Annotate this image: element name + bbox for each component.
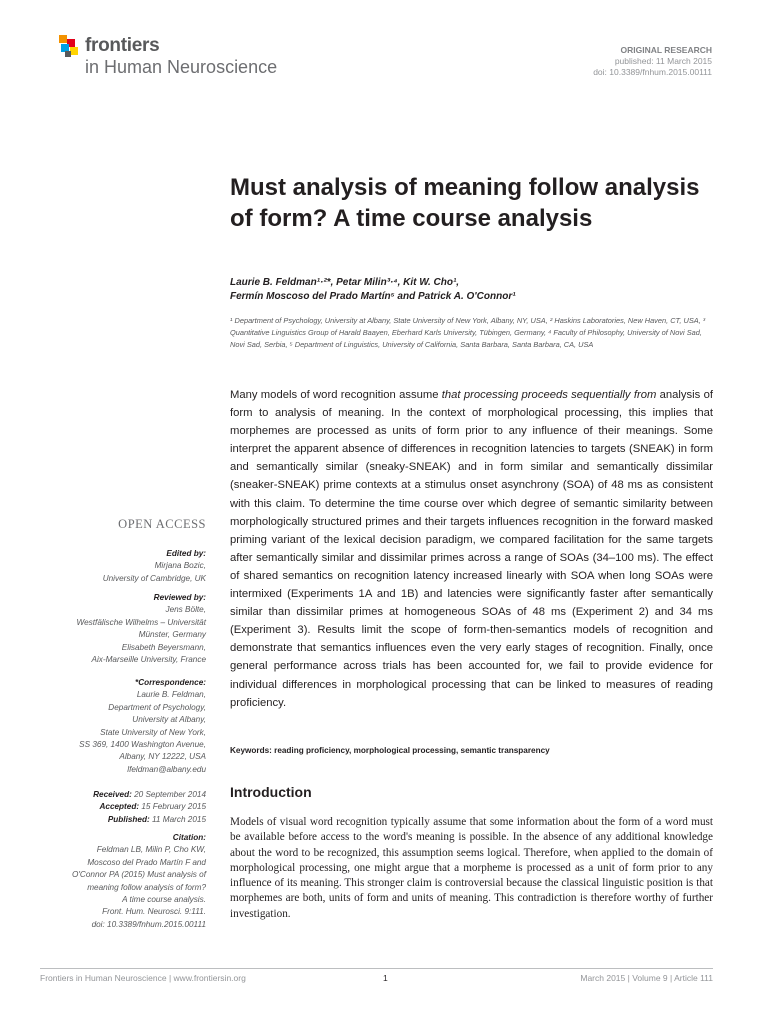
reviewer-line: Aix-Marseille University, France	[91, 655, 206, 665]
open-access-label: OPEN ACCESS	[118, 517, 206, 531]
correspondence-line: Department of Psychology,	[108, 702, 206, 712]
abstract-lead: Many models of word recognition assume	[230, 389, 442, 401]
correspondence-email[interactable]: lfeldman@albany.edu	[127, 764, 206, 774]
correspondence-line: Laurie B. Feldman,	[136, 690, 206, 700]
citation-block	[40, 832, 206, 931]
correspondence-line: University at Albany,	[132, 715, 206, 725]
journal-logo	[57, 33, 297, 83]
intro-paragraph: Models of visual word recognition typically assume that some information about the form of a word must be available before access to the word's meaning is possible. In the absence of any additional knowledge about the word to be recognized, this assumption seems logical. Therefore, when applied to the domain of morphological processing, one might argue that a morpheme is processed as a unit of form prior to any influence of its meaning. This stronger claim is controversial because the classical linguistic position is that morphemes are both, units of form and units of meaning. This contradiction is therefore worthy of further investigation.	[230, 816, 713, 920]
keywords-label: Keywords:	[230, 746, 272, 755]
article-title: Must analysis of meaning follow analysis of form? A time course analysis	[230, 174, 700, 232]
correspondence-block	[40, 677, 206, 776]
citation-line: O'Connor PA (2015) Must analysis of	[72, 870, 206, 880]
article-type: ORIGINAL RESEARCH	[620, 45, 712, 55]
brand-name: frontiers	[85, 35, 160, 56]
article-meta	[593, 45, 712, 78]
footer-divider	[40, 968, 713, 969]
citation-line: meaning follow analysis of form?	[87, 882, 206, 892]
citation-line: A time course analysis.	[122, 895, 206, 905]
authors-line: Laurie B. Feldman¹·²*, Petar Milin³·⁴, Kit W. Cho¹,	[230, 277, 460, 288]
editor-block	[40, 548, 206, 585]
correspondence-label: *Correspondence:	[135, 678, 206, 687]
journal-name: in Human Neuroscience	[85, 57, 278, 77]
section-heading: Introduction	[230, 784, 312, 800]
footer-journal-link[interactable]: Frontiers in Human Neuroscience | www.frontiersin.org	[40, 973, 246, 983]
abstract-body: analysis of form to analysis of meaning. In the context of morphological processing, this implies that morphemes are processed as units of form prior to any influence of their meanings. Some interpret the apparent absence of differences in recognition latencies to targets (SNEAK) in form and semantically similar (sneaky-SNEAK) and in form similar and semantically dissimilar (sneaker-SNEAK) prime contexts at a stimulus onset asynchrony (SOA) of 48 ms as consistent with this claim. To determine the time course over which degree of semantic similarity between morphologically structured primes and their targets influences recognition in the forward masked priming variant of the lexical decision paradigm, we compared facilitation for the same targets after semantically similar and dissimilar primes across a range of SOAs (34–100 ms). The effect of shared semantics on recognition latency increased linearly with SOA when long SOAs were intermixed (Experiments 1A and 1B) and latencies were significantly faster after semantically similar than dissimilar primes at homogeneous SOAs of 48 ms (Experiment 2) and 34 ms (Experiment 3). Results limit the scope of form-then-semantics models of recognition and demonstrate that semantics influences even the very early stages of recognition. Finally, once general performance across trials has been accounted for, we fail to provide evidence for individual differences in morphological processing that can be linked to measures of reading proficiency.	[230, 389, 713, 709]
reviewer-line: Westfälische Wilhelms – Universität	[76, 617, 206, 627]
footer-issue-info: March 2015 | Volume 9 | Article 111	[580, 973, 713, 983]
correspondence-line: State University of New York,	[100, 727, 206, 737]
abstract	[230, 386, 713, 712]
keywords	[230, 746, 713, 755]
editor-line: Mirjana Bozic,	[154, 561, 206, 571]
citation-label: Citation:	[172, 833, 206, 842]
frontiers-logo-icon	[57, 33, 83, 59]
accepted-date: Accepted: 15 February 2015	[99, 802, 206, 812]
reviewed-by-label: Reviewed by:	[153, 593, 206, 602]
citation-line: Front. Hum. Neurosci. 9:111.	[102, 907, 206, 917]
reviewers-block	[40, 592, 206, 666]
published-date: Published: 11 March 2015	[107, 814, 206, 824]
reviewer-line: Jens Bölte,	[165, 605, 206, 615]
author-list	[230, 276, 700, 304]
keywords-value: reading proficiency, morphological processing, semantic transparency	[274, 746, 550, 755]
edited-by-label: Edited by:	[166, 549, 206, 558]
publish-date: published: 11 March 2015	[614, 56, 712, 66]
editor-line: University of Cambridge, UK	[102, 573, 206, 583]
citation-line: Moscoso del Prado Martín F and	[87, 857, 206, 867]
affiliations: ¹ Department of Psychology, University at Albany, State University of New York, Albany, NY, USA, ² Haskins Laboratories, New Haven, CT, USA, ³ Quantitative Linguistics Group of Harald Baayen, Eberhard Karls University, Tübingen, Germany, ⁴ Faculty of Philosophy, University of Novi Sad, Novi Sad, Serbia, ⁵ Department of Linguistics, University of California, Santa Barbara, Santa Barbara, CA, USA	[230, 316, 706, 350]
citation-doi[interactable]: doi: 10.3389/fnhum.2015.00111	[91, 919, 206, 929]
correspondence-line: SS 369, 1400 Washington Avenue,	[79, 740, 206, 750]
received-date: Received: 20 September 2014	[93, 790, 206, 799]
citation-line: Feldman LB, Milin P, Cho KW,	[96, 845, 206, 855]
dates-block	[40, 789, 206, 826]
correspondence-line: Albany, NY 12222, USA	[119, 752, 206, 762]
authors-line: Fermín Moscoso del Prado Martín⁵ and Patrick A. O'Connor¹	[230, 291, 516, 302]
reviewer-line: Elisabeth Beyersmann,	[121, 642, 206, 652]
article-doi[interactable]: doi: 10.3389/fnhum.2015.00111	[593, 67, 712, 77]
abstract-emphasis: that processing proceeds sequentially from	[441, 389, 657, 401]
page-number: 1	[383, 973, 388, 983]
reviewer-line: Münster, Germany	[138, 630, 206, 640]
